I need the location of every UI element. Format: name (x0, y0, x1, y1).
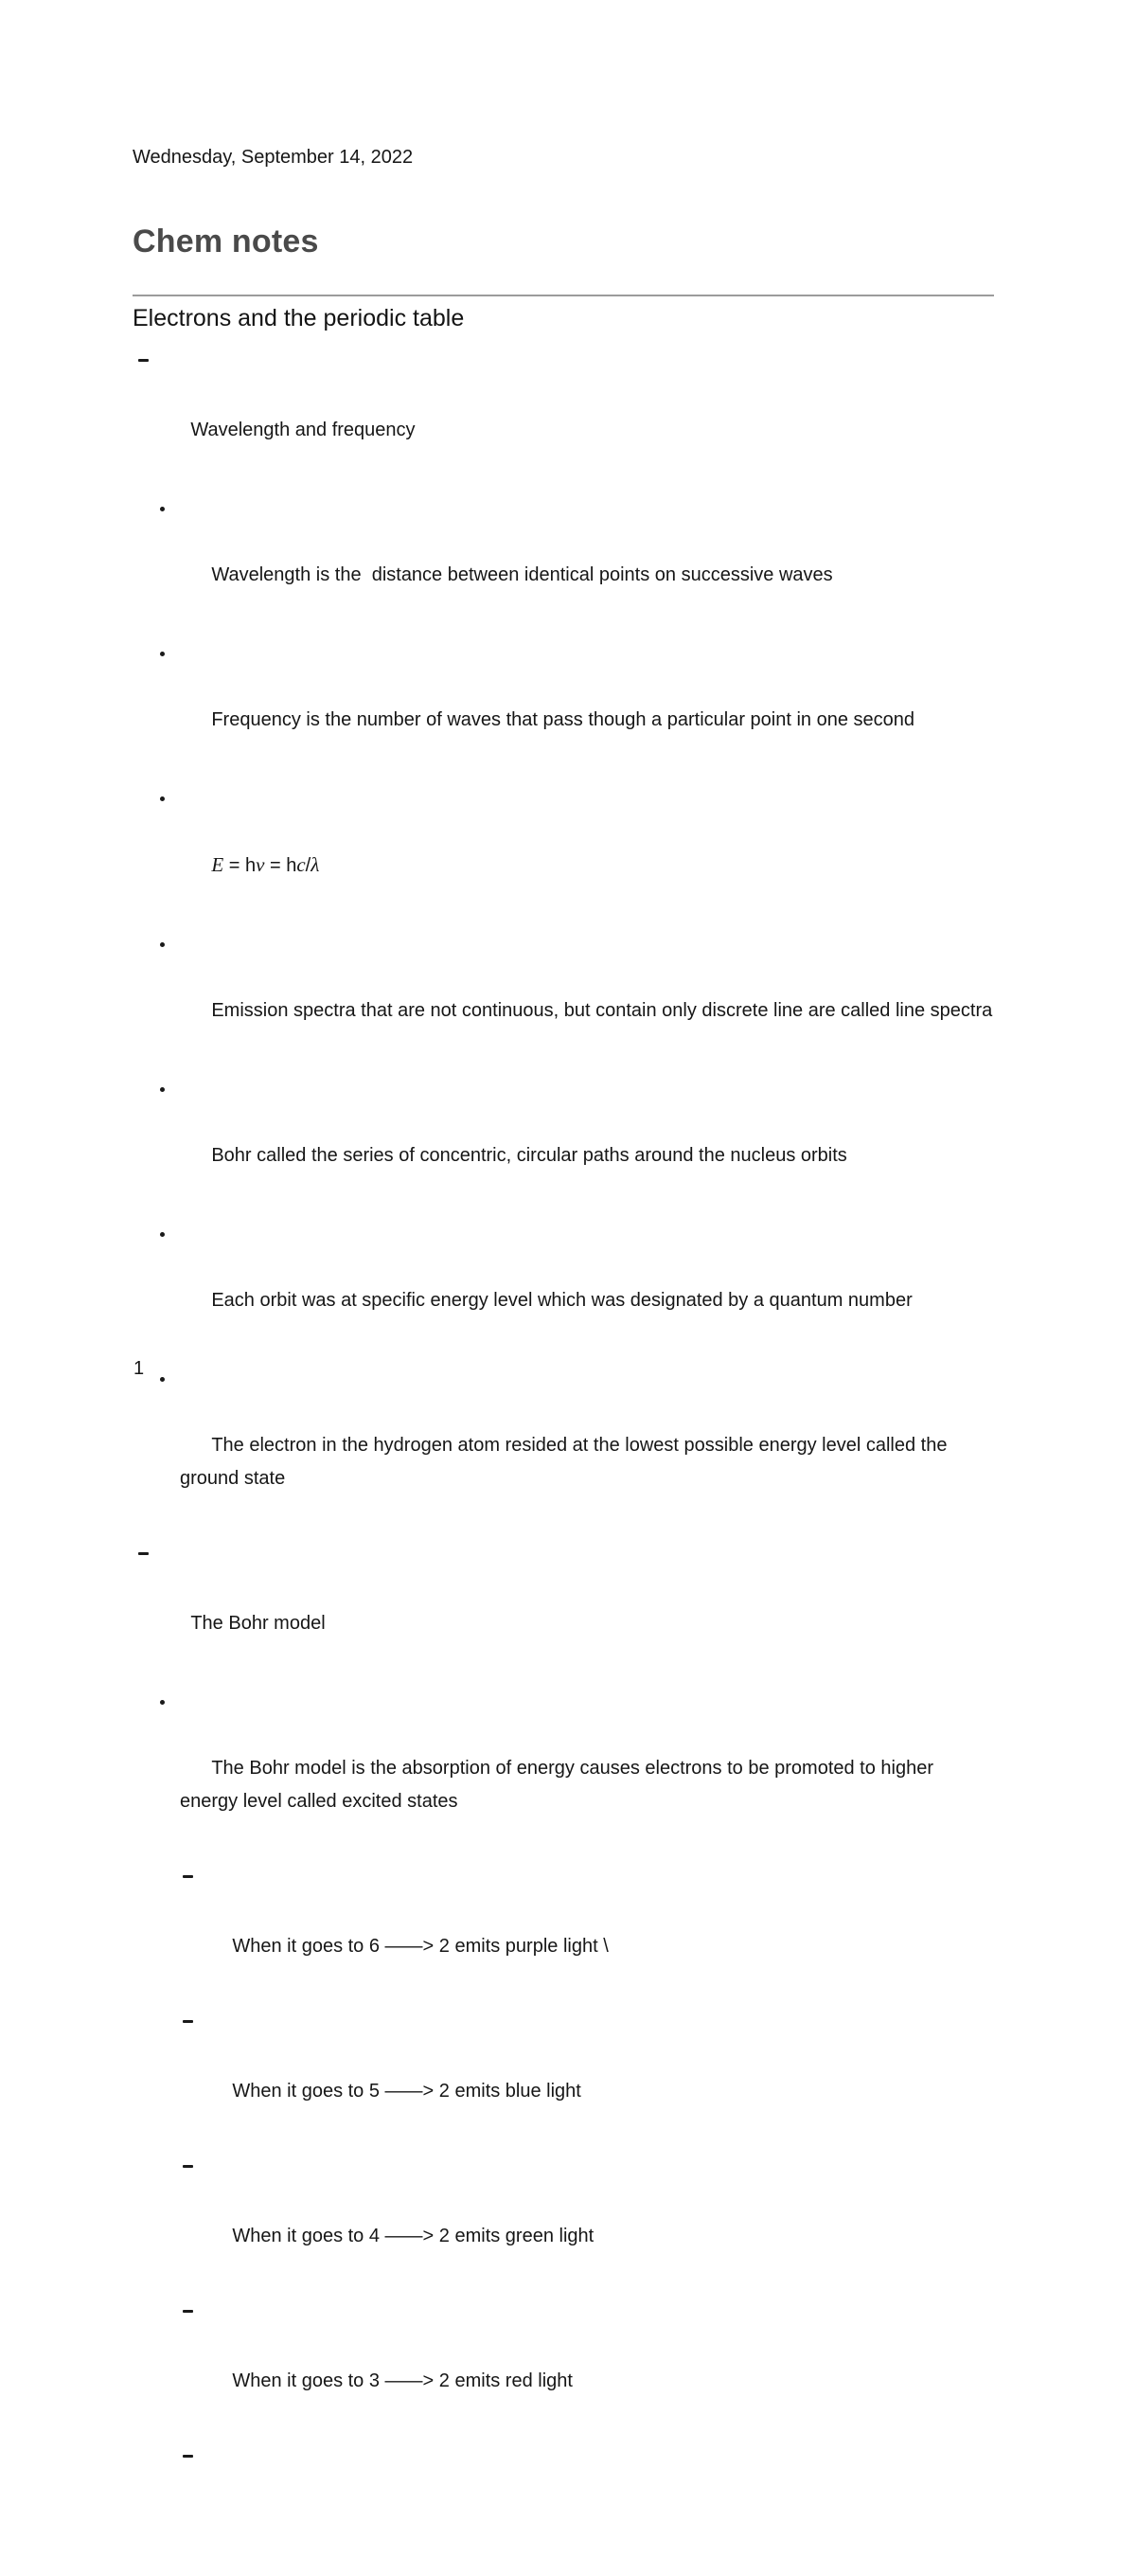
outline-item (133, 1073, 994, 1206)
outline-item (133, 637, 994, 770)
formula-seg1: = h (223, 855, 257, 876)
outline-item-text: When it goes to 3 ——> 2 emits red light (232, 2370, 573, 2391)
outline-item-text: Wavelength and frequency (190, 420, 416, 440)
outline-item-text: Emission spectra that are not continuous, but contain only discrete line are called line spectra (211, 1000, 993, 1021)
formula-slash: / (305, 855, 311, 876)
outline-item-text: When it goes to 5 ——> 2 emits blue light (232, 2081, 581, 2102)
formula-lambda: λ (311, 853, 320, 876)
outline-item (133, 1363, 994, 1529)
divider (133, 295, 994, 296)
formula-nu: ν (256, 853, 265, 876)
dash-bullet-icon (138, 1552, 149, 1555)
round-bullet-icon (160, 1232, 165, 1237)
outline-item-text: The electron in the hydrogen atom resided at the lowest possible energy level called the ground state (180, 1435, 953, 1489)
outline-item-text: Bohr called the series of concentric, circular paths around the nucleus orbits (211, 1145, 847, 1166)
round-bullet-icon (160, 796, 165, 801)
outline-item (133, 1541, 994, 1673)
outline-item (133, 2443, 994, 2576)
outline-item-text: Wavelength is the distance between identical points on successive waves (211, 564, 833, 585)
outline-item (133, 1686, 994, 1852)
outline-item-text: Frequency is the number of waves that pass though a particular point in one second (211, 709, 915, 730)
dash-bullet-icon (183, 2165, 193, 2168)
dash-bullet-icon (183, 2310, 193, 2313)
page-number: 1 (133, 1358, 145, 1379)
outline (133, 348, 994, 2576)
outline-item (133, 1864, 994, 1996)
outline-item-text: The Bohr model (190, 1613, 326, 1634)
dash-bullet-icon (183, 1875, 193, 1878)
outline-item (133, 492, 994, 625)
round-bullet-icon (160, 942, 165, 947)
outline-item (133, 2299, 994, 2431)
outline-item (133, 2009, 994, 2141)
section-heading: Electrons and the periodic table (133, 305, 465, 331)
outline-item-text: When it goes to 4 ——> 2 emits green light (232, 2226, 595, 2246)
outline-item (133, 2154, 994, 2286)
outline-item-text: The Bohr model is the absorption of energy causes electrons to be promoted to higher energy level called excited states (180, 1758, 939, 1812)
outline-item (133, 348, 994, 480)
round-bullet-icon (160, 1087, 165, 1092)
round-bullet-icon (160, 652, 165, 656)
dash-bullet-icon (183, 2455, 193, 2458)
outline-item (133, 928, 994, 1061)
dash-bullet-icon (183, 2020, 193, 2023)
note-title: Chem notes (133, 224, 319, 259)
round-bullet-icon (160, 1377, 165, 1382)
outline-item-formula (133, 782, 994, 916)
round-bullet-icon (160, 507, 165, 511)
round-bullet-icon (160, 1700, 165, 1705)
formula-seg2: = h (264, 855, 297, 876)
formula-E: E (211, 853, 224, 876)
outline-item-text: Each orbit was at specific energy level which was designated by a quantum number (211, 1290, 913, 1311)
outline-item (133, 1218, 994, 1351)
formula-c: c (296, 853, 306, 876)
outline-item-text: When it goes to 6 ——> 2 emits purple light \ (232, 1936, 609, 1957)
dash-bullet-icon (138, 359, 149, 362)
date-line: Wednesday, September 14, 2022 (133, 147, 414, 168)
